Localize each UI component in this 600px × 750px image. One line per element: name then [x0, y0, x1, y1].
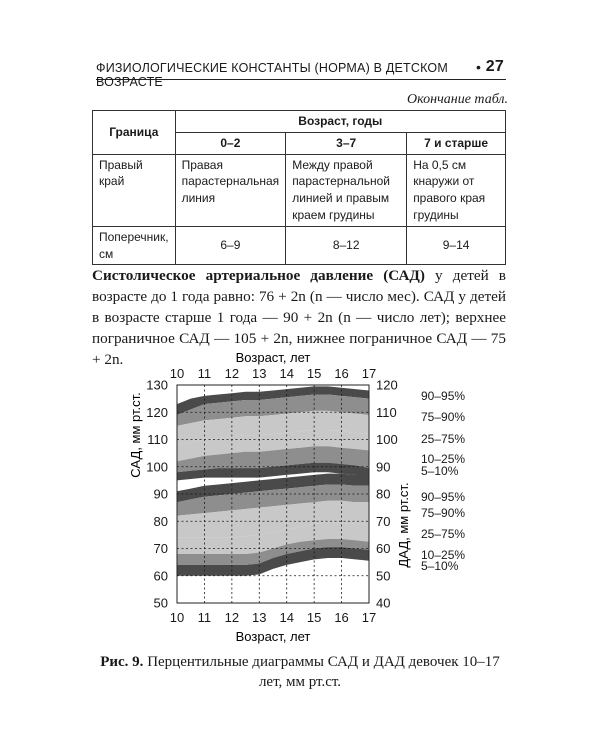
- th-border: Граница: [93, 111, 176, 155]
- y-tick-right: 90: [376, 459, 391, 475]
- legend-sad-item: 90–95%: [421, 389, 466, 403]
- x-axis-label-bottom: Возраст, лет: [235, 629, 311, 644]
- caption-text: Перцентильные диаграммы САД и ДАД девочек 10–17 лет, мм рт.ст.: [143, 654, 500, 690]
- percentile-chart: [0, 340, 600, 650]
- legend-dad-item: 25–75%: [421, 527, 466, 541]
- y-tick-left: 110: [147, 432, 168, 447]
- table-continuation-note: Окончание табл.: [407, 92, 508, 107]
- x-axis-label-top: Возраст, лет: [235, 350, 311, 365]
- row-label: Правый край: [93, 154, 176, 226]
- x-tick-top: 17: [361, 366, 377, 381]
- row-label: Поперечник, см: [93, 226, 176, 265]
- y-tick-left: 90: [153, 486, 168, 502]
- table-cell: 6–9: [175, 226, 286, 265]
- y-tick-right: 40: [376, 595, 391, 611]
- y-tick-right: 110: [376, 404, 397, 420]
- th-age-2: 7 и старше: [407, 132, 506, 154]
- th-age-1: 3–7: [286, 132, 407, 154]
- y-tick-left: 100: [146, 459, 168, 475]
- y-tick-right: 80: [376, 486, 391, 502]
- header-title: ФИЗИОЛОГИЧЕСКИЕ КОНСТАНТЫ (НОРМА) В ДЕТСКОМ ВОЗРАСТЕ: [96, 61, 448, 89]
- header-bullet: •: [476, 59, 482, 75]
- legend-sad-item: 10–25%: [421, 452, 466, 466]
- x-tick-bottom: 15: [306, 610, 322, 625]
- y-tick-left: 60: [153, 568, 168, 584]
- y-tick-right: 60: [376, 541, 391, 556]
- th-age: Возраст, годы: [175, 111, 505, 133]
- caption-label: Рис. 9.: [100, 654, 144, 670]
- page-number: 27: [485, 58, 504, 75]
- y-tick-left: 80: [153, 513, 168, 529]
- y-tick-left: 50: [153, 595, 168, 611]
- x-tick-bottom: 11: [197, 610, 212, 625]
- y-tick-left: 120: [146, 404, 168, 420]
- x-tick-top: 11: [197, 366, 212, 381]
- legend-dad-item: 5–10%: [421, 559, 459, 573]
- legend-dad-item: 90–95%: [421, 490, 466, 504]
- figure-caption: [92, 652, 508, 692]
- y-axis-label-left: САД, мм рт.ст.: [128, 392, 143, 478]
- heart-border-table: [92, 110, 506, 265]
- x-tick-bottom: 17: [361, 610, 377, 625]
- x-tick-top: 10: [169, 366, 185, 381]
- paragraph-text: у детей в возрасте до 1 года равно: 76 + 2n (n — число мес). САД у детей в возрасте старше 1 года — 90 + 2n (n — число лет); верхнее пограничное САД — 105 + 2n, нижнее пограничное САД — 75 + 2n.: [92, 267, 506, 368]
- table-row: [93, 154, 506, 226]
- paragraph-bold-term: Систолическое артериальное давление (САД): [92, 267, 425, 284]
- legend-sad-item: 25–75%: [421, 432, 466, 446]
- th-age-0: 0–2: [175, 132, 286, 154]
- y-tick-right: 100: [376, 432, 398, 447]
- y-tick-right: 70: [376, 513, 391, 529]
- x-tick-top: 12: [224, 366, 240, 381]
- y-tick-right: 120: [376, 377, 398, 393]
- table-cell: 9–14: [407, 226, 506, 265]
- x-tick-bottom: 13: [252, 610, 267, 625]
- x-tick-top: 16: [334, 366, 349, 381]
- table-row: [93, 226, 506, 265]
- table-cell: На 0,5 см кнаружи от правого края грудины: [407, 154, 506, 226]
- table-cell: 8–12: [286, 226, 407, 265]
- legend-sad-item: 75–90%: [421, 410, 466, 424]
- y-tick-left: 130: [146, 377, 168, 393]
- x-tick-bottom: 12: [224, 610, 240, 625]
- table-cell: Между правой парастернальной линией и правым краем грудины: [286, 154, 407, 226]
- band-legend: [421, 389, 465, 573]
- table-cell: Правая парастернальная линия: [175, 154, 286, 226]
- y-axis-label-right: ДАД, мм рт.ст.: [396, 482, 411, 568]
- x-tick-top: 14: [279, 366, 294, 381]
- x-tick-top: 15: [306, 366, 322, 381]
- legend-dad-item: 10–25%: [421, 548, 466, 562]
- legend-dad-item: 75–90%: [421, 506, 466, 520]
- x-tick-bottom: 14: [279, 610, 294, 625]
- y-tick-right: 50: [376, 568, 391, 584]
- x-tick-bottom: 10: [169, 610, 185, 625]
- running-header: [96, 57, 506, 89]
- x-tick-top: 13: [252, 366, 267, 381]
- legend-sad-item: 5–10%: [421, 464, 459, 478]
- x-tick-bottom: 16: [334, 610, 349, 625]
- y-tick-left: 70: [153, 541, 168, 556]
